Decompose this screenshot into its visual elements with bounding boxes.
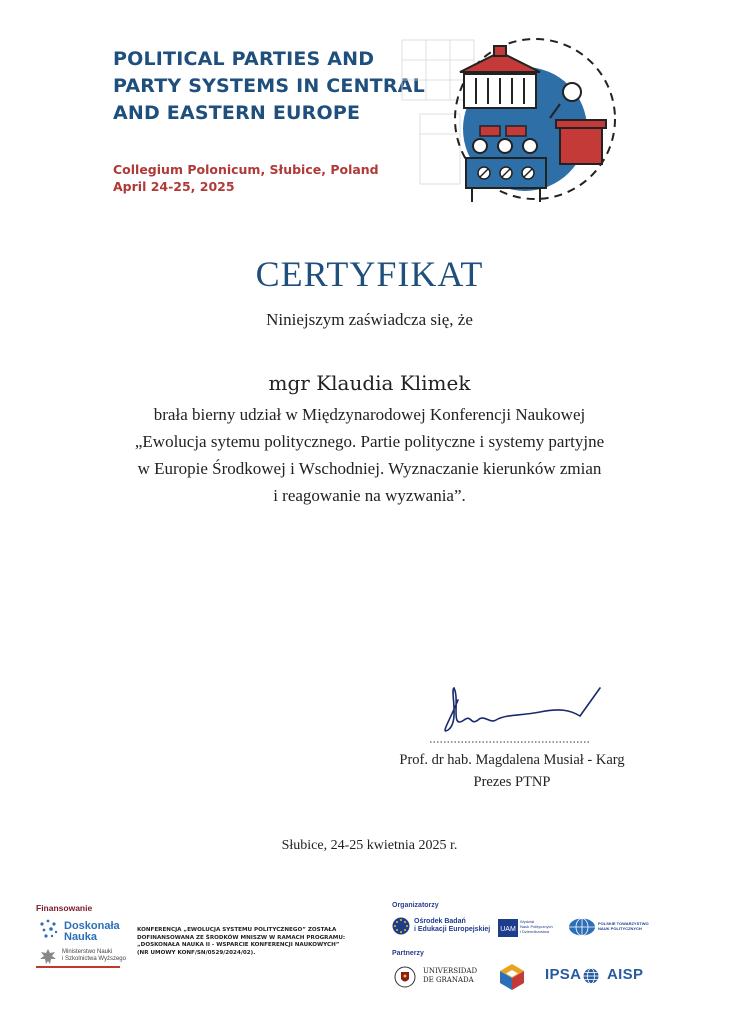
inp-line-3: i Dziennikarstwa: [520, 929, 550, 934]
conference-title-line-3: AND EASTERN EUROPE: [113, 102, 361, 124]
body-line-4: i reagowanie na wyzwania”.: [273, 486, 466, 505]
handwritten-signature: [420, 680, 620, 755]
conference-title-line-1: POLITICAL PARTIES AND: [113, 48, 375, 70]
obeie-line-2: i Edukacji Europejskiej: [414, 926, 491, 933]
ptnp-line-1: POLSKIE TOWARZYSTWO: [598, 921, 649, 926]
conference-logo-icon: [400, 34, 630, 214]
ministry-line-2: i Szkolnictwa Wyższego: [62, 956, 126, 962]
certificate-intro: Niniejszym zaświadcza się, że: [266, 310, 473, 329]
signatory-name: Prof. dr hab. Magdalena Musiał - Karg: [399, 752, 625, 768]
obeie-line-1: Ośrodek Badań: [414, 918, 466, 925]
ipsa-globe-icon: [583, 968, 599, 984]
recipient-name: mgr Klaudia Klimek: [268, 371, 471, 395]
obeie-logo-icon: [392, 917, 410, 935]
inp-line-1: Wydział: [520, 919, 534, 924]
conference-venue: [113, 161, 379, 195]
granada-crest-icon: [393, 966, 417, 988]
conference-title: [113, 46, 443, 127]
place-and-date: Słubice, 24-25 kwietnia 2025 r.: [281, 838, 458, 853]
body-line-2: „Ewolucja sytemu politycznego. Partie polityczne i systemy partyjne: [134, 432, 605, 451]
inp-faculty-text: [520, 919, 560, 934]
funding-note-line-2: DOFINANSOWANA ZE ŚRODKÓW MNISZW W RAMACH PROGRAMU:: [137, 934, 346, 941]
body-line-3: w Europie Środkowej i Wschodniej. Wyznaczanie kierunków zmian: [137, 459, 602, 478]
ptnp-logo-icon: [568, 918, 596, 936]
funding-note-line-1: KONFERENCJA „EWOLUCJA SYSTEMU POLITYCZNEGO” ZOSTAŁA: [137, 927, 337, 933]
aisp-text: AISP: [607, 966, 644, 983]
funding-note: [137, 927, 377, 957]
doskonala-nauka-text: [64, 921, 120, 943]
ministry-text: [62, 949, 132, 963]
doskonala-nauka-line-2: Nauka: [64, 931, 98, 943]
granada-line-2: DE GRANADA: [423, 976, 474, 984]
organizers-label: Organizatorzy: [392, 902, 439, 909]
obeie-text: [414, 918, 490, 934]
signatory: [382, 749, 642, 793]
svg-text:UAM: UAM: [500, 926, 516, 933]
cube-partner-logo-icon: [497, 962, 527, 992]
granada-text: [423, 967, 477, 985]
ipsa-text: IPSA: [545, 966, 581, 983]
financing-label: Finansowanie: [36, 903, 93, 913]
doskonala-nauka-line-1: Doskonała: [64, 920, 120, 932]
certificate-title: CERTYFIKAT: [255, 254, 484, 294]
ministry-line-1: Ministerstwo Nauki: [62, 949, 113, 955]
partners-label: Partnerzy: [392, 950, 424, 957]
signatory-role: Prezes PTNP: [473, 774, 551, 790]
financing-divider: [36, 966, 120, 968]
certificate-body: [40, 401, 699, 509]
venue-text: Collegium Polonicum, Słubice, Poland: [113, 162, 379, 177]
ptnp-text: [598, 921, 658, 931]
funding-note-line-4: (NR UMOWY KONF/SN/0529/2024/02).: [137, 949, 256, 956]
inp-line-2: Nauk Politycznych: [520, 924, 553, 929]
granada-line-1: UNIVERSIDAD: [423, 967, 478, 975]
inp-faculty-logo-icon: [498, 919, 518, 937]
doskonala-nauka-logo-icon: [38, 918, 60, 940]
funding-note-line-3: „DOSKONAŁA NAUKA II - WSPARCIE KONFERENCJI NAUKOWYCH”: [137, 942, 340, 948]
conference-title-line-2: PARTY SYSTEMS IN CENTRAL: [113, 75, 425, 97]
ministry-eagle-icon: [38, 947, 58, 967]
conference-dates: April 24-25, 2025: [113, 179, 235, 194]
ptnp-line-2: NAUK POLITYCZNYCH: [598, 926, 642, 931]
body-line-1: brała bierny udział w Międzynarodowej Konferencji Naukowej: [153, 405, 586, 424]
